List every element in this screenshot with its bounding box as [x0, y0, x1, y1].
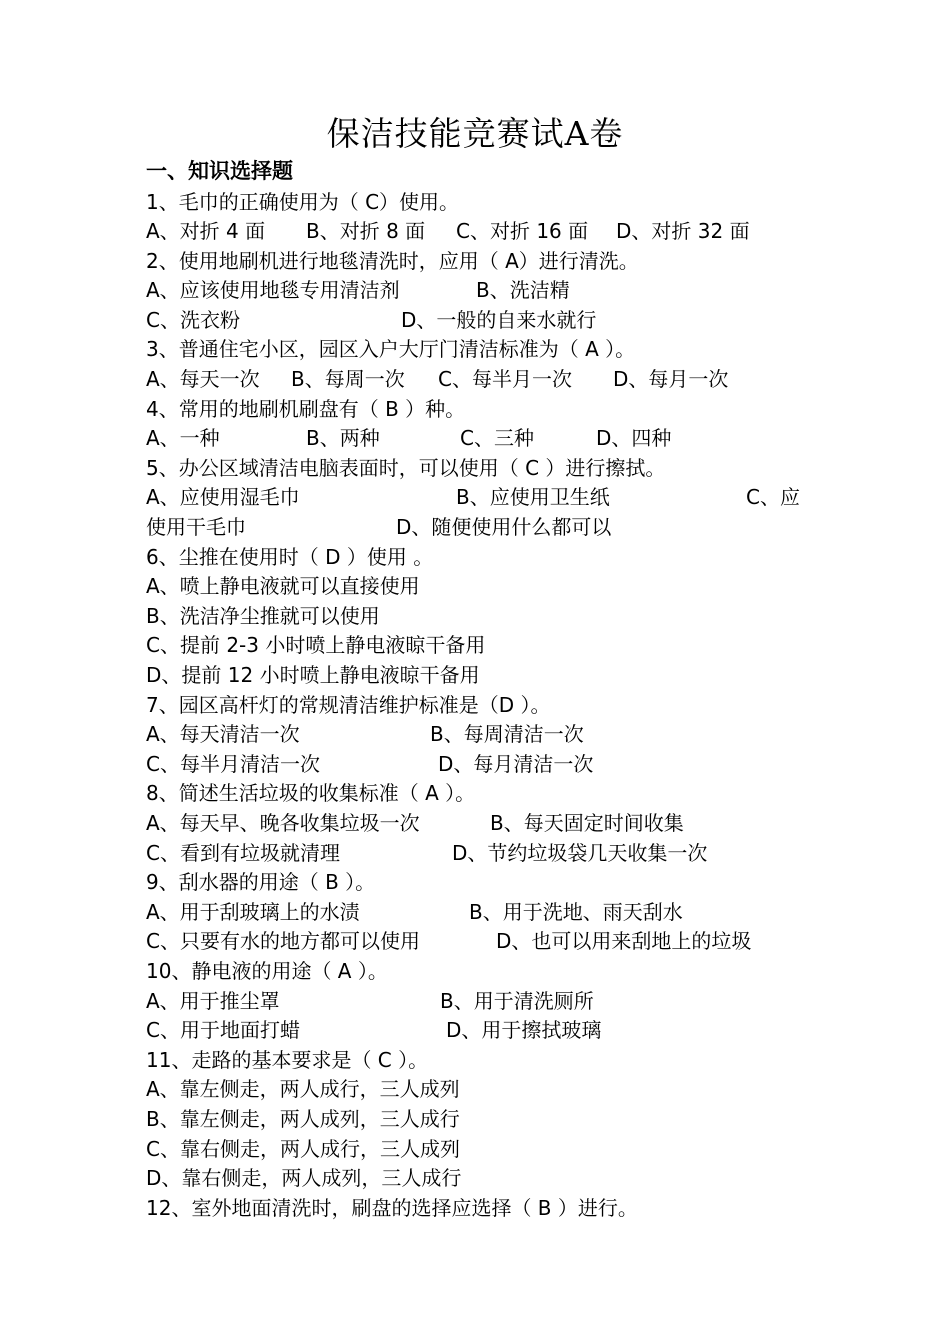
- line-text: 7、园区高杆灯的常规清洁维护标准是（D ）。: [146, 692, 551, 717]
- text-line: [146, 839, 836, 869]
- option-text: D、一般的自来水就行: [401, 307, 597, 332]
- text-line: [146, 572, 836, 602]
- line-text: 11、走路的基本要求是（ C ）。: [146, 1047, 429, 1072]
- line-text: C、看到有垃圾就清理: [146, 840, 340, 865]
- line-text: 8、简述生活垃圾的收集标准（ A ）。: [146, 781, 476, 806]
- option-text: B、用于洗地、雨天刮水: [469, 899, 683, 924]
- line-text: C、用于地面打蜡: [146, 1018, 300, 1043]
- line-text: A、每天清洁一次: [146, 722, 300, 747]
- option-text: D、四种: [596, 426, 672, 451]
- line-text: A、用于刮玻璃上的水渍: [146, 899, 360, 924]
- line-text: B、靠左侧走，两人成列，三人成行: [146, 1106, 460, 1131]
- text-line: [146, 1105, 836, 1135]
- option-text: C、对折 16 面: [456, 219, 589, 244]
- line-text: A、喷上静电液就可以直接使用: [146, 574, 420, 599]
- line-text: D、提前 12 小时喷上静电液晾干备用: [146, 663, 480, 687]
- line-text: D、靠右侧走，两人成列，三人成行: [146, 1166, 462, 1191]
- text-line: [146, 1046, 836, 1076]
- text-line: [146, 306, 836, 336]
- line-text: 5、办公区域清洁电脑表面时，可以使用（ C ）进行擦拭。: [146, 455, 666, 480]
- option-text: D、随便使用什么都可以: [396, 515, 612, 540]
- option-text: C、每半月一次: [438, 367, 572, 392]
- text-line: [146, 1075, 836, 1105]
- line-text: 9、刮水器的用途（ B ）。: [146, 870, 376, 895]
- line-text: A、应使用湿毛巾: [146, 485, 300, 510]
- option-text: D、节约垃圾袋几天收集一次: [452, 840, 708, 865]
- text-line: [146, 631, 836, 661]
- option-text: D、对折 32 面: [616, 219, 750, 244]
- line-text: 10、静电液的用途（ A ）。: [146, 958, 388, 983]
- line-text: A、每天一次: [146, 367, 260, 392]
- text-line: [146, 691, 836, 721]
- text-line: [146, 1194, 836, 1224]
- text-line: [146, 483, 836, 513]
- text-line: [146, 927, 836, 957]
- text-line: [146, 513, 836, 543]
- option-text: D、每月一次: [613, 367, 729, 392]
- line-text: 6、尘推在使用时（ D ）使用 。: [146, 544, 434, 569]
- text-line: [146, 335, 836, 365]
- document-title: 保洁技能竞赛试A卷: [326, 114, 624, 153]
- line-text: 2、使用地刷机进行地毯清洗时，应用（ A）进行清洗。: [146, 248, 639, 273]
- line-text: C、只要有水的地方都可以使用: [146, 929, 420, 954]
- option-text: B、每周清洁一次: [430, 722, 584, 747]
- line-text: 1、毛巾的正确使用为（ C）使用。: [146, 189, 460, 214]
- text-line: [146, 454, 836, 484]
- text-line: [146, 1135, 836, 1165]
- text-line: [146, 395, 836, 425]
- option-text: D、每月清洁一次: [438, 751, 594, 776]
- section-heading: 一、知识选择题: [146, 159, 293, 183]
- line-text: A、每天早、晚各收集垃圾一次: [146, 810, 420, 835]
- text-line: [146, 276, 836, 306]
- line-text: C、洗衣粉: [146, 307, 240, 332]
- line-text: C、靠右侧走，两人成行，三人成列: [146, 1136, 460, 1161]
- text-line: [146, 1164, 836, 1194]
- text-line: [146, 898, 836, 928]
- option-text: B、用于清洗厕所: [440, 988, 594, 1013]
- text-line: [146, 987, 836, 1017]
- line-text: A、应该使用地毯专用清洁剂: [146, 278, 400, 303]
- text-line: [146, 188, 836, 218]
- text-line: [146, 543, 836, 573]
- option-text: B、对折 8 面: [306, 219, 426, 244]
- line-text: C、提前 2-3 小时喷上静电液晾干备用: [146, 633, 486, 658]
- line-text: A、一种: [146, 426, 220, 451]
- text-line: [146, 1016, 836, 1046]
- text-line: [146, 750, 836, 780]
- text-line: [146, 957, 836, 987]
- option-text: D、用于擦拭玻璃: [446, 1018, 602, 1043]
- question-list: [146, 188, 836, 1224]
- text-line: [146, 809, 836, 839]
- option-text: B、每周一次: [291, 367, 405, 392]
- text-line: [146, 247, 836, 277]
- text-line: [146, 720, 836, 750]
- line-text: B、洗洁净尘推就可以使用: [146, 603, 380, 628]
- line-text: A、用于推尘罩: [146, 988, 280, 1013]
- option-text: D、也可以用来刮地上的垃圾: [496, 929, 752, 954]
- option-text: B、每天固定时间收集: [490, 810, 684, 835]
- line-text: 12、室外地面清洗时，刷盘的选择应选择（ B ）进行。: [146, 1195, 638, 1220]
- text-line: [146, 868, 836, 898]
- option-text: C、应: [746, 485, 800, 510]
- line-text: C、每半月清洁一次: [146, 751, 320, 776]
- option-text: B、洗洁精: [476, 278, 570, 303]
- line-text: 4、常用的地刷机刷盘有（ B ）种。: [146, 396, 466, 421]
- text-line: [146, 602, 836, 632]
- line-text: 3、普通住宅小区，园区入户大厅门清洁标准为（ A ）。: [146, 337, 636, 362]
- text-line: [146, 661, 836, 691]
- line-text: 使用干毛巾: [146, 515, 246, 540]
- option-text: B、应使用卫生纸: [456, 485, 610, 510]
- line-text: A、靠左侧走，两人成行，三人成列: [146, 1077, 460, 1102]
- text-line: [146, 217, 836, 247]
- text-line: [146, 424, 836, 454]
- option-text: B、两种: [306, 426, 380, 451]
- line-text: A、对折 4 面: [146, 219, 266, 244]
- option-text: C、三种: [460, 426, 534, 451]
- text-line: [146, 365, 836, 395]
- text-line: [146, 779, 836, 809]
